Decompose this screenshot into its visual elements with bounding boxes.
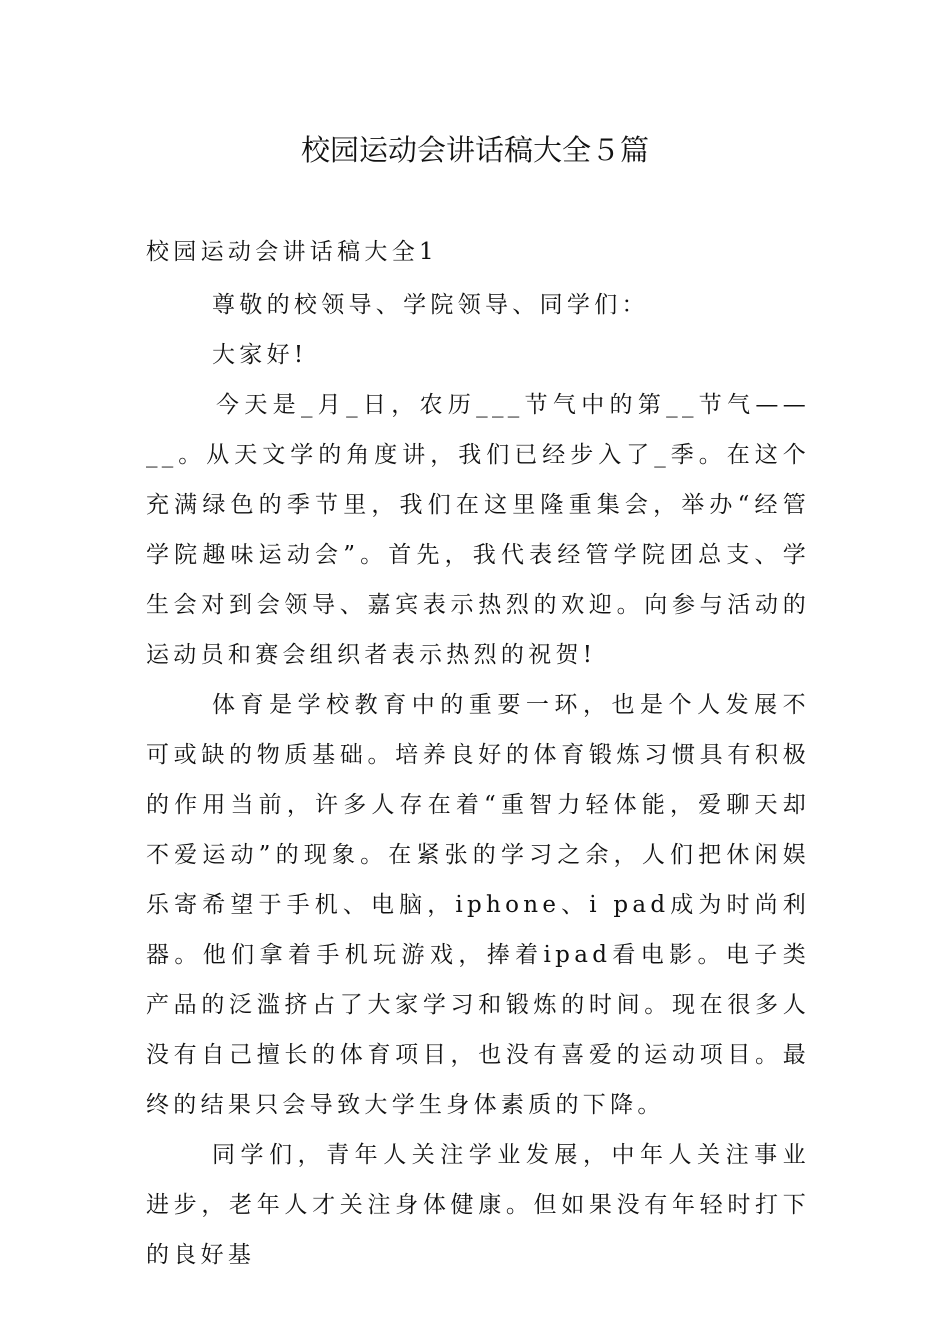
- document-body: [146, 232, 810, 1280]
- salutation: 尊敬的校领导、学院领导、同学们：: [212, 292, 649, 318]
- paragraph: 今天是_月_日，农历___节气中的第__节气——__。从天文学的角度讲，我们已经步入了_季。在这个充满绿色的季节里，我们在这里隆重集会，举办“经管学院趣味运动会”。首先，我代表经管学院团总支、学生会对到会领导、嘉宾表示热烈的欢迎。向参与活动的运动员和赛会组织者表示热烈的祝贺!: [146, 392, 810, 668]
- section-heading: 校园运动会讲话稿大全1: [146, 239, 438, 265]
- paragraph: 同学们，青年人关注学业发展，中年人关注事业进步，老年人才关注身体健康。但如果没有年轻时打下的良好基: [146, 1142, 810, 1268]
- document-title: 校园运动会讲话稿大全５篇: [300, 133, 649, 167]
- greeting: 大家好!: [212, 342, 308, 368]
- paragraph: 体育是学校教育中的重要一环，也是个人发展不可或缺的物质基础。培养良好的体育锻炼习惯具有积极的作用当前，许多人存在着“重智力轻体能，爱聊天却不爱运动”的现象。在紧张的学习之余，人们把休闲娱乐寄希望于手机、电脑，iphone、i pad成为时尚利器。他们拿着手机玩游戏，捧着ipad看电影。电子类产品的泛滥挤占了大家学习和锻炼的时间。现在很多人没有自己擅长的体育项目，也没有喜爱的运动项目。最终的结果只会导致大学生身体素质的下降。: [146, 692, 810, 1118]
